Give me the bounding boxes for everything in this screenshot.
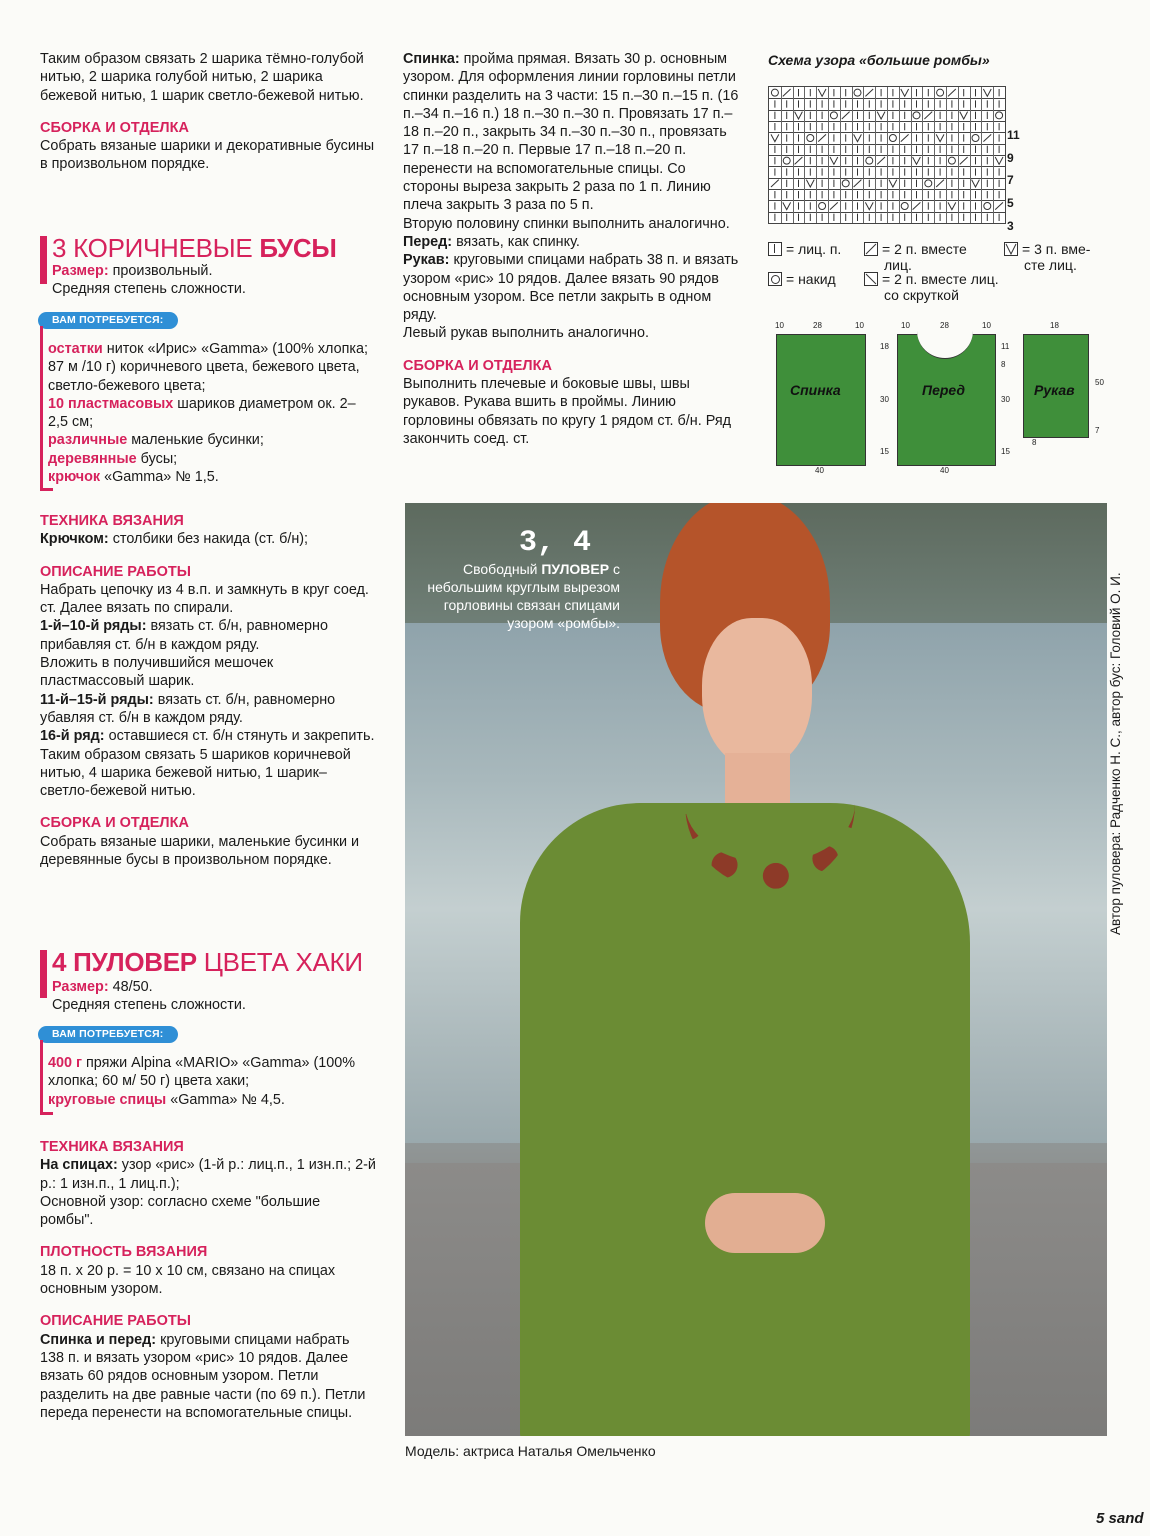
k2tog-icon [771,180,779,187]
yarn-over-icon [996,112,1003,119]
difficulty: Средняя степень сложности. [52,281,246,298]
project4-size: Размер: 48/50. Средняя степень сложности. [52,979,246,1014]
k3tog-icon [960,112,968,119]
k2tog-icon [865,89,873,96]
legend-k2tog: = 2 п. вместе лиц. [864,241,967,273]
knit-stitch-icon [768,242,782,256]
k2tog-icon [864,242,878,256]
description-heading: ОПИСАНИЕ РАБОТЫ [40,563,191,580]
assembly-heading-2: СБОРКА И ОТДЕЛКА [40,815,189,832]
front-label: Перед [922,382,966,398]
project3-title: 3 КОРИЧНЕВЫЕ БУСЫ [52,233,337,263]
yarn-over-icon [925,180,932,187]
k2tog-icon [901,134,909,141]
k2tog-icon [913,202,921,209]
project4-body: ТЕХНИКА ВЯЗАНИЯ На спицах: узор «рис» (1-й р.: лиц.п., 1 изн.п.; 2-й р.: 1 изн.п., 1 лиц.п.); Основной узор: согласно схеме "большие ромбы". ПЛОТНОСТЬ ВЯЗАНИЯ 18 п. х 20 р. = 10 х 10 см, связано на спицах основным узором. ОПИСАНИЕ РАБОТЫ Спинка и перед: круговыми спицами набрать 138 п. и вязать узором «рис» 10 рядов. Далее вязать 60 рядов основным узором. Петли разделить на две равные части (по 69 п.). Петли переда перенести на вспомогательные спицы. [40,1139,376,1421]
k2tog-icon [783,89,791,96]
yarn-over-icon [807,135,814,142]
k3tog-icon [913,157,921,164]
column-left [40,50,376,174]
yarn-over-icon [819,203,826,210]
chart-title: Схема узора «большие ромбы» [768,52,990,68]
legend-k3tog: = 3 п. вме- сте лиц. [1004,241,1090,273]
hand [705,1193,825,1253]
model-photo [405,503,1107,1436]
chart-row-number: 7 [1007,173,1014,188]
yarn-over-icon [937,89,944,96]
assembly-heading: СБОРКА И ОТДЕЛКА [40,119,189,136]
k2tog-icon [830,202,838,209]
yarn-over-icon [913,112,920,119]
k2tog-icon [948,89,956,96]
k3tog-icon [972,180,980,187]
k2tog-icon [842,112,850,119]
k3tog-icon [830,157,838,164]
project4-title: 4 ПУЛОВЕР ЦВЕТА ХАКИ [52,947,363,977]
k2tog-icon [995,202,1003,209]
need-badge: ВАМ ПОТРЕБУЕТСЯ: [40,310,178,329]
assembly-text: Собрать вязаные шарики и декоративные бусины в произвольном порядке. [40,138,375,173]
k3tog-icon [806,180,814,187]
yarn-over-icon [901,203,908,210]
sleeve-label: Рукав [1034,382,1075,398]
knitting-chart [768,86,1006,224]
page-number: 5 sand [1096,1510,1144,1527]
legend-ssk: = 2 п. вместе лиц. со скруткой [864,271,999,303]
k2tog-icon [877,157,885,164]
k3tog-icon [936,134,944,141]
title-bar-2 [40,950,47,998]
face [702,618,812,768]
project3-size: Размер: произвольный. Средняя степень сложности. [52,262,372,299]
k3tog-icon [783,202,791,209]
yarn-over-icon [889,135,896,142]
yarn-over-icon [854,89,861,96]
technique-heading: ТЕХНИКА ВЯЗАНИЯ [40,513,184,529]
project-numbers: 3, 4 [518,526,591,560]
chart-row-number: 3 [1007,218,1014,233]
project3-materials: остатки ниток «Ирис» «Gamma» (100% хлопка; 87 м /10 г) коричневого цвета, бежевого цвета, светло-бежевого цвета; 10 пластмасовых шариков диаметром ок. 2–2,5 см; различные маленькие бусинки; деревянные бусы; крючок «Gamma» № 1,5. [48,341,369,486]
column-middle: Спинка: пройма прямая. Вязать 30 р. основным узором. Для оформления линии горловины петли спинки разделить на 3 части: 15 п.–30 п.–15 п. (16 п.–34 п.–16 п.) 18 п.–30 п.–30 п. Провязать 17 п.–18 п.–20 п., закрыть 34 п.–30 п.–30 п., провязать 17 п.–18 п.–20 п. Первые 17 п.–18 п.–20 п. перенести на вспомогательные спицы. Со стороны выреза закрыть 2 раза по 1 п. Линию плеча закрыть 3 раза по 5 п. Вторую половину спинки выполнить аналогично. Перед: вязать, как спинку. Рукав: круговыми спицами набрать 38 п. и вязать узором «рис» 10 рядов. Далее вязать 90 рядов основным узором. Все петли закрыть в одном ряду. Левый рукав выполнить аналогично. СБОРКА И ОТДЕЛКА Выполнить плечевые и боковые швы, швы рукавов. Рукава вшить в проймы. Линию горловины обвязать по кругу 1 рядом ст. б/н. Ряд закончить соед. ст. [403,50,741,448]
yarn-over-icon [771,89,778,96]
k3tog-icon [995,157,1003,164]
k3tog-icon [854,134,862,141]
chart-legend [768,241,1108,305]
chart-row-number: 9 [1007,150,1014,165]
k2tog-icon [795,157,803,164]
legend-yo: = накид [768,271,836,287]
k3tog-icon [983,89,991,96]
sweater [520,803,970,1436]
k3tog-icon [948,202,956,209]
yarn-over-icon [866,157,873,164]
need-badge-2: ВАМ ПОТРЕБУЕТСЯ: [40,1024,178,1043]
k2tog-icon [983,134,991,141]
project4-materials: 400 г пряжи Alpina «MARIO» «Gamma» (100% хлопка; 60 м/ 50 г) цвета хаки; круговые спицы «Gamma» № 4,5. [48,1055,356,1108]
back-label: Спинка [790,382,841,398]
k2tog-icon [924,112,932,119]
title-bar [40,236,47,284]
k3tog-icon [818,89,826,96]
project3-body: ТЕХНИКА ВЯЗАНИЯ Крючком: столбики без накида (ст. б/н); ОПИСАНИЕ РАБОТЫ Набрать цепочку из 4 в.п. и замкнуть в круг соед. ст. Далее вязать по спирали. 1-й–10-й ряды: вязать ст. б/н, равномерно прибавляя ст. б/н в каждом ряду. Вложить в получившийся мешочек пластмассовый шарик. 11-й–15-й ряды: вязать ст. б/н, равномерно убавляя ст. б/н в каждом ряду. 16-й ряд: оставшиеся ст. б/н стянуть и закрепить. Таким образом связать 5 шариков коричневой нитью, 4 шарика бежевой нитью, 1 шарик–светло-бежевой нитью. СБОРКА И ОТДЕЛКА Собрать вязаные шарики, маленькие бусинки и деревянные бусы в произвольном порядке. [40,513,375,869]
yarn-over-icon [984,203,991,210]
k3tog-icon [865,202,873,209]
k3tog-icon [1004,242,1018,256]
k2tog-icon [960,157,968,164]
legend-knit: = лиц. п. [768,241,841,257]
chart-row-number: 11 [1007,128,1020,142]
chart-row-number: 5 [1007,196,1014,210]
k2tog-icon [818,134,826,141]
k3tog-icon [771,134,779,141]
k2tog-icon [936,180,944,187]
yarn-over-icon [972,135,979,142]
ssk-icon [864,272,878,286]
intro-text: Таким образом связать 2 шарика тёмно-голубой нитью, 2 шарика голубой нитью, 2 шарика бежевой нитью, 1 шарик светло-бежевой нитью. [40,51,364,104]
photo-caption: 3, 4 Свободный ПУЛОВЕР с небольшим круглым вырезом горловины связан спицами узором «ромбы». [420,526,620,632]
yarn-over-icon [768,272,782,286]
yarn-over-icon [783,157,790,164]
k3tog-icon [889,180,897,187]
back-piece [776,334,866,466]
k3tog-icon [877,112,885,119]
k3tog-icon [901,89,909,96]
model-credit: Модель: актриса Наталья Омельченко [405,1443,656,1459]
yarn-over-icon [842,180,849,187]
k2tog-icon [854,180,862,187]
yarn-over-icon [948,157,955,164]
author-credit: Автор пуловера: Радченко Н. С., автор бус: Головий О. И. [1108,572,1123,935]
chart-symbols [769,87,1005,223]
k3tog-icon [795,112,803,119]
assembly-heading-3: СБОРКА И ОТДЕЛКА [403,357,552,374]
yarn-over-icon [830,112,837,119]
